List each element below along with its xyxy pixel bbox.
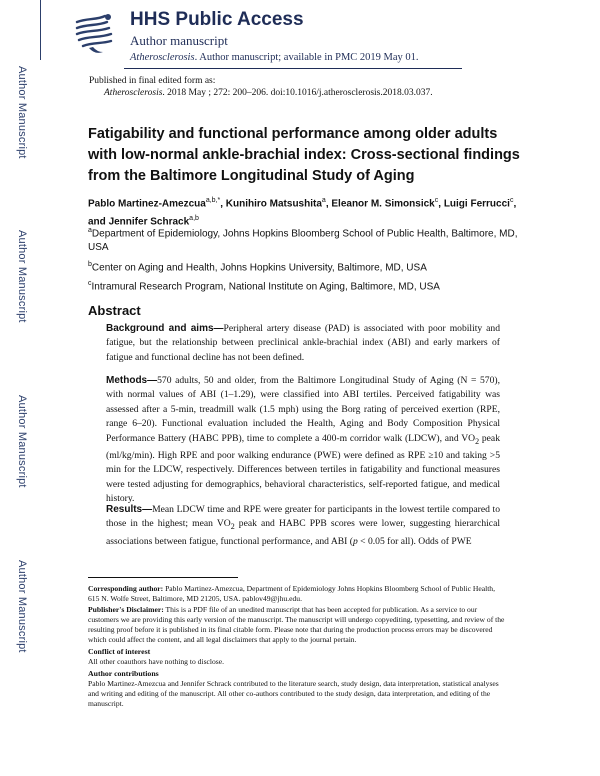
sidebar-label: Author Manuscript: [16, 230, 28, 323]
abstract-methods: Methods—570 adults, 50 and older, from the Baltimore Longitudinal Study of Aging (N = 570), with normal values of ABI (1–1.29), were classified into ABI tertiles. Perceived fatigability was assessed after a 5-min, treadmill walk (1.5 mph) using the Borg rating of perceived exertion (RPE, range 6–20). Functional evaluation included the Health, Aging and Body Composition Physical Performance Battery (HABC PPB), time to complete a 400-m corridor walk (LDCW), and $VO_2$ peak (ml/kg/min). High RPE and poor walking endurance (PWE) were defined as RPE ≥10 and taking >5 min for the LDCW, respectively. Differences between tertiles in fatigability and functional measures were tested adjusting for demographics, behavioral characteristics, self-reported fatigue, and medical history.: [106, 375, 500, 505]
contributions-text: Pablo Martinez-Amezcua and Jennifer Schrack contributed to the literature search, study design, data interpretation, statistical analyses and writing and editing of the manuscript. All other co-authors contributed to the study design, data interpretation, and editing of the manuscript.: [88, 679, 499, 708]
affiliation: $^c$Intramural Research Program, National Institute on Aging, Baltimore, MD, USA: [88, 280, 440, 293]
header-divider-line: [40, 0, 41, 60]
author-name: Luigi Ferrucci: [443, 198, 510, 210]
conflict-heading: Conflict of interest: [88, 647, 151, 656]
sidebar-label: Author Manuscript: [16, 66, 28, 159]
contributions-heading: Author contributions: [88, 669, 159, 678]
availability-line: Atherosclerosis. Author manuscript; available in PMC 2019 May 01.: [130, 52, 419, 63]
publisher-disclaimer: Publisher's Disclaimer: This is a PDF file of an unedited manuscript that has been accepted for publication. As a service to our customers we are providing this early version of the manuscript. The manuscript will undergo copyediting, typesetting, and review of the resulting proof before it is published in its final citable form. Please note that during the production process errors may be discovered which could affect the content, and all legal disclaimers that apply to the journal pertain.: [88, 605, 505, 644]
sidebar-label: Author Manuscript: [16, 560, 28, 653]
citation-line: Atherosclerosis. 2018 May ; 272: 200–206. doi:10.1016/j.atherosclerosis.2018.03.037.: [104, 88, 433, 98]
author-manuscript-sidebar: [0, 0, 52, 776]
sidebar-label: Author Manuscript: [16, 395, 28, 488]
hhs-eagle-logo-icon: [71, 8, 117, 58]
author-name: Kunihiro Matsushita: [225, 198, 322, 210]
affiliation: $^a$Department of Epidemiology, Johns Hopkins Bloomberg School of Public Health, Baltimore, MD, USA: [88, 227, 518, 254]
article-title: Fatigability and functional performance among older adults with low-normal ankle-brachial index: Cross-sectional findings from the Baltimore Longitudinal Study of Aging: [88, 126, 520, 184]
author-name: Jennifer Schrack: [108, 216, 190, 228]
abstract-background: Background and aims—Peripheral artery disease (PAD) is associated with poor mobility and fatigue, but the relationship between preclinical ankle-brachial index (ABI) and early markers of fatigue and functional decline has not been defined.: [106, 323, 500, 363]
author-manuscript-subtitle: Author manuscript: [130, 33, 228, 48]
abstract-results: Results—Mean LDCW time and RPE were greater for participants in the lowest tertile compared to those in the highest; mean $VO_2$ peak and HABC PPB scores were lower, suggesting hierarchical associations between fatigue, functional performance, and ABI (p < 0.05 for all). Odds of PWE: [106, 504, 500, 547]
conflict-text: All other coauthors have nothing to disclose.: [88, 657, 225, 666]
hhs-public-access-title: HHS Public Access: [130, 9, 304, 30]
published-form-label: Published in final edited form as:: [89, 76, 216, 86]
affiliation: $^b$Center on Aging and Health, Johns Hopkins University, Baltimore, MD, USA: [88, 261, 427, 274]
corresponding-author-note: Corresponding author: Pablo Martinez-Amezcua, Department of Epidemiology Johns Hopkins Bloomberg School of Public Health, 615 N. Wolfe Street, Baltimore, MD 21205, USA. pablov49@jhu.edu.: [88, 584, 496, 603]
header-rule: [124, 68, 462, 69]
author-name: Eleanor M. Simonsick: [331, 198, 435, 210]
author-list: Pablo Martinez-Amezcua$^{a,b,*}$, Kunihiro Matsushita$^a$, Eleanor M. Simonsick$^c$, Luigi Ferrucci$^c$, and Jennifer Schrack$^{a,b}$: [88, 197, 517, 228]
abstract-heading: Abstract: [88, 303, 141, 318]
footnote-rule: [88, 577, 238, 578]
author-name: Pablo Martinez-Amezcua: [88, 198, 206, 210]
